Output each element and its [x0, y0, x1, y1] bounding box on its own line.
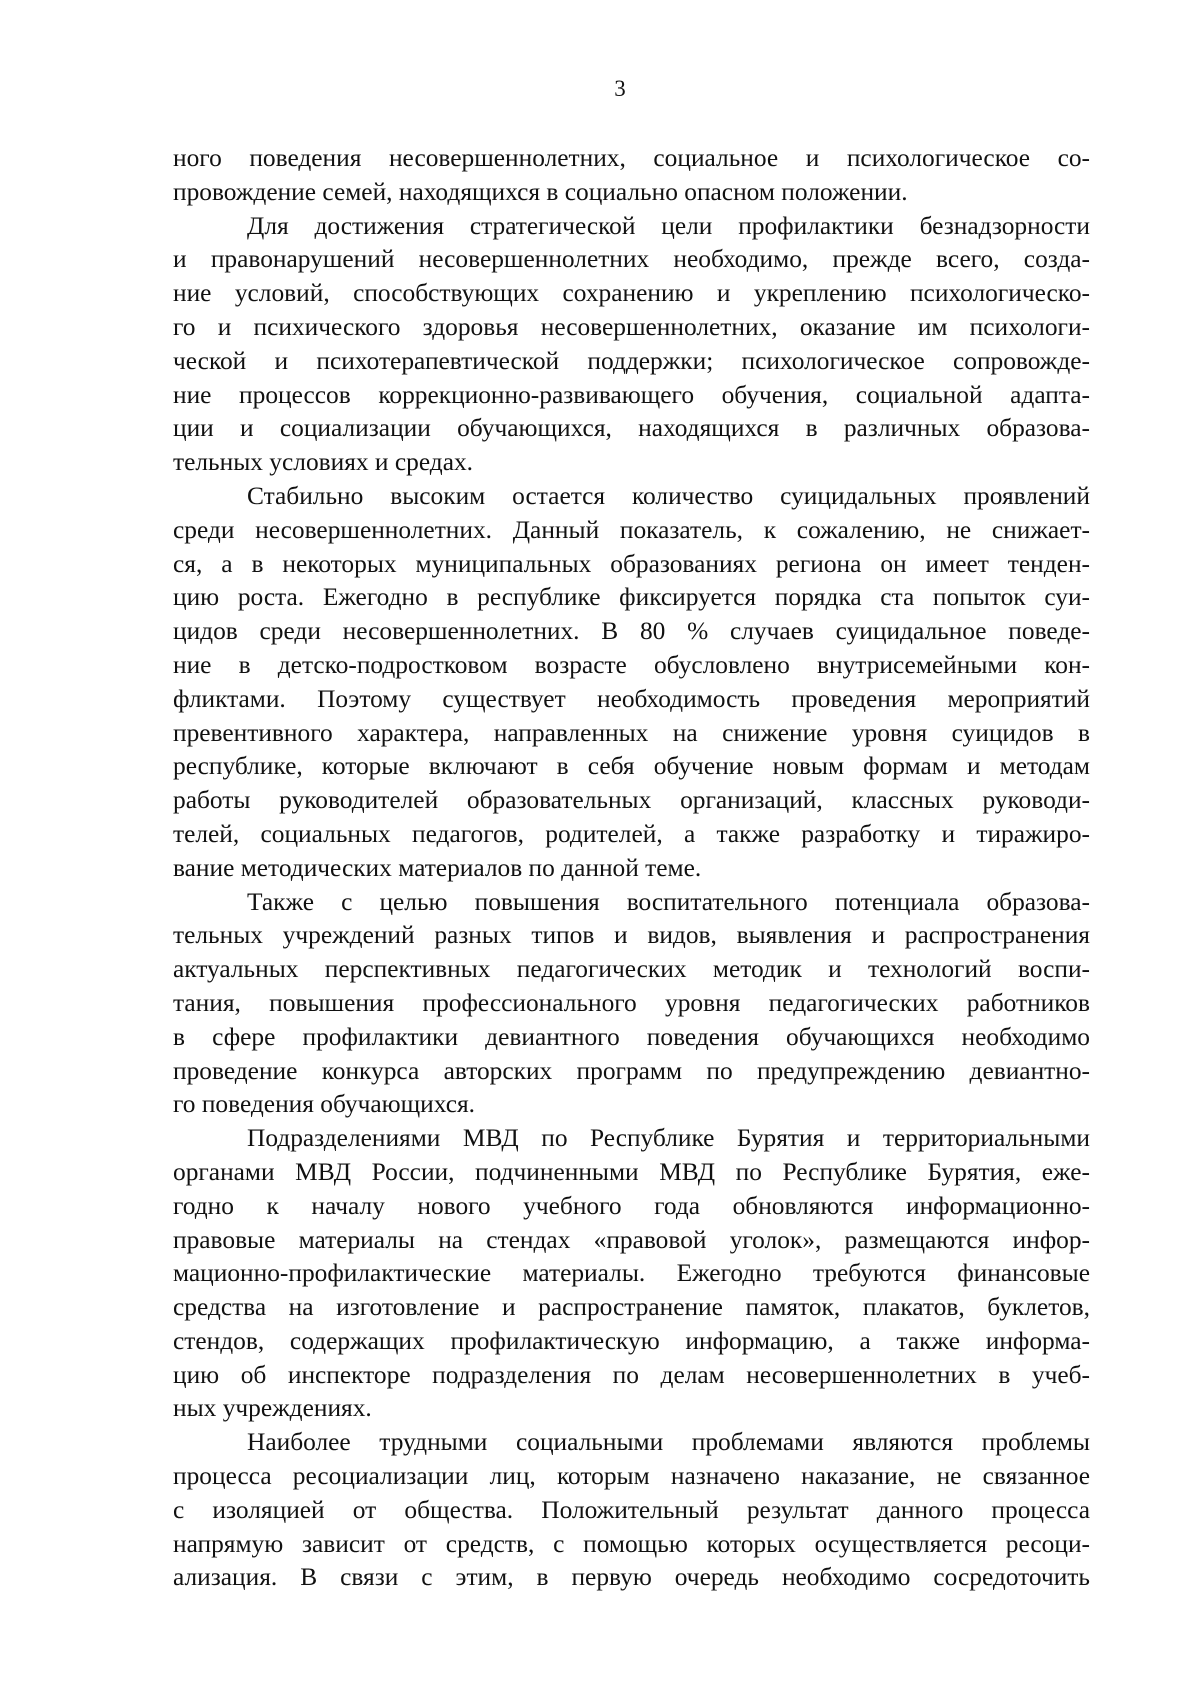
- text-line: цию роста. Ежегодно в республике фиксируется порядка ста попыток суи-: [173, 583, 1090, 612]
- text-line: проведение конкурса авторских программ по предупреждению девиантно-: [173, 1056, 1090, 1085]
- text-line: Также с целью повышения воспитательного потенциала образова-: [247, 887, 1090, 916]
- text-line: ся, а в некоторых муниципальных образованиях региона он имеет тенден-: [173, 549, 1090, 578]
- text-line: Подразделениями МВД по Республике Бурятия и территориальными: [247, 1124, 1090, 1153]
- text-line: органами МВД России, подчиненными МВД по Республике Бурятия, еже-: [173, 1157, 1090, 1186]
- text-line: ние процессов коррекционно-развивающего обучения, социальной адапта-: [173, 380, 1090, 409]
- text-line: ческой и психотерапевтической поддержки; психологическое сопровожде-: [173, 346, 1090, 375]
- text-line: цию об инспекторе подразделения по делам несовершеннолетних в учеб-: [173, 1360, 1090, 1389]
- paragraph: [173, 210, 1090, 480]
- text-line: ного поведения несовершеннолетних, социальное и психологическое со-: [173, 144, 1090, 172]
- text-line: ции и социализации обучающихся, находящихся в различных образова-: [173, 414, 1090, 443]
- paragraph: [173, 886, 1090, 1123]
- text-line: мационно-профилактические материалы. Ежегодно требуются финансовые: [173, 1259, 1090, 1288]
- text-line: в сфере профилактики девиантного поведения обучающихся необходимо: [173, 1022, 1090, 1051]
- text-line: тания, повышения профессионального уровня педагогических работников: [173, 988, 1090, 1017]
- text-line: правовые материалы на стендах «правовой уголок», размещаются инфор-: [173, 1225, 1090, 1254]
- text-line: ние условий, способствующих сохранению и укреплению психологическо-: [173, 279, 1090, 308]
- paragraph: [173, 1122, 1090, 1426]
- text-line: вание методических материалов по данной теме.: [173, 853, 702, 882]
- text-line: годно к началу нового учебного года обновляются информационно-: [173, 1191, 1090, 1220]
- text-line: Стабильно высоким остается количество суицидальных проявлений: [247, 481, 1090, 510]
- paragraph: [173, 1426, 1090, 1595]
- text-line: цидов среди несовершеннолетних. В 80 % случаев суицидальное поведе-: [173, 617, 1090, 646]
- text-line: го и психического здоровья несовершеннолетних, оказание им психологи-: [173, 312, 1090, 341]
- text-line: ных учреждениях.: [173, 1394, 372, 1423]
- text-line: го поведения обучающихся.: [173, 1090, 476, 1119]
- text-line: процесса ресоциализации лиц, которым назначено наказание, не связанное: [173, 1462, 1090, 1491]
- text-line: тельных условиях и средах.: [173, 448, 474, 477]
- text-line: стендов, содержащих профилактическую информацию, а также информа-: [173, 1326, 1090, 1355]
- text-line: средства на изготовление и распространение памяток, плакатов, буклетов,: [173, 1293, 1090, 1322]
- text-line: напрямую зависит от средств, с помощью которых осуществляется ресоци-: [173, 1529, 1090, 1558]
- text-line: работы руководителей образовательных организаций, классных руководи-: [173, 786, 1090, 815]
- text-line: республике, которые включают в себя обучение новым формам и методам: [173, 752, 1090, 781]
- text-line: Для достижения стратегической цели профилактики безнадзорности: [247, 211, 1090, 240]
- body-text: [173, 142, 1090, 1595]
- page-number: 3: [614, 76, 626, 101]
- paragraph: [173, 480, 1090, 886]
- text-line: Наиболее трудными социальными проблемами являются проблемы: [247, 1428, 1090, 1457]
- text-line: фликтами. Поэтому существует необходимость проведения мероприятий: [173, 684, 1090, 713]
- text-line: ние в детско-подростковом возрасте обусловлено внутрисемейными кон-: [173, 650, 1090, 679]
- text-line: среди несовершеннолетних. Данный показатель, к сожалению, не снижает-: [173, 515, 1090, 544]
- text-line: превентивного характера, направленных на снижение уровня суицидов в: [173, 718, 1090, 747]
- text-line: с изоляцией от общества. Положительный результат данного процесса: [173, 1495, 1090, 1524]
- text-line: тельных учреждений разных типов и видов, выявления и распространения: [173, 921, 1090, 950]
- text-line: телей, социальных педагогов, родителей, а также разработку и тиражиро-: [173, 819, 1090, 848]
- text-line: актуальных перспективных педагогических методик и технологий воспи-: [173, 955, 1090, 984]
- text-line: ализация. В связи с этим, в первую очередь необходимо сосредоточить: [173, 1563, 1090, 1592]
- text-line: и правонарушений несовершеннолетних необходимо, прежде всего, созда-: [173, 245, 1090, 274]
- text-line: провождение семей, находящихся в социально опасном положении.: [173, 177, 908, 206]
- paragraph: [173, 142, 1090, 210]
